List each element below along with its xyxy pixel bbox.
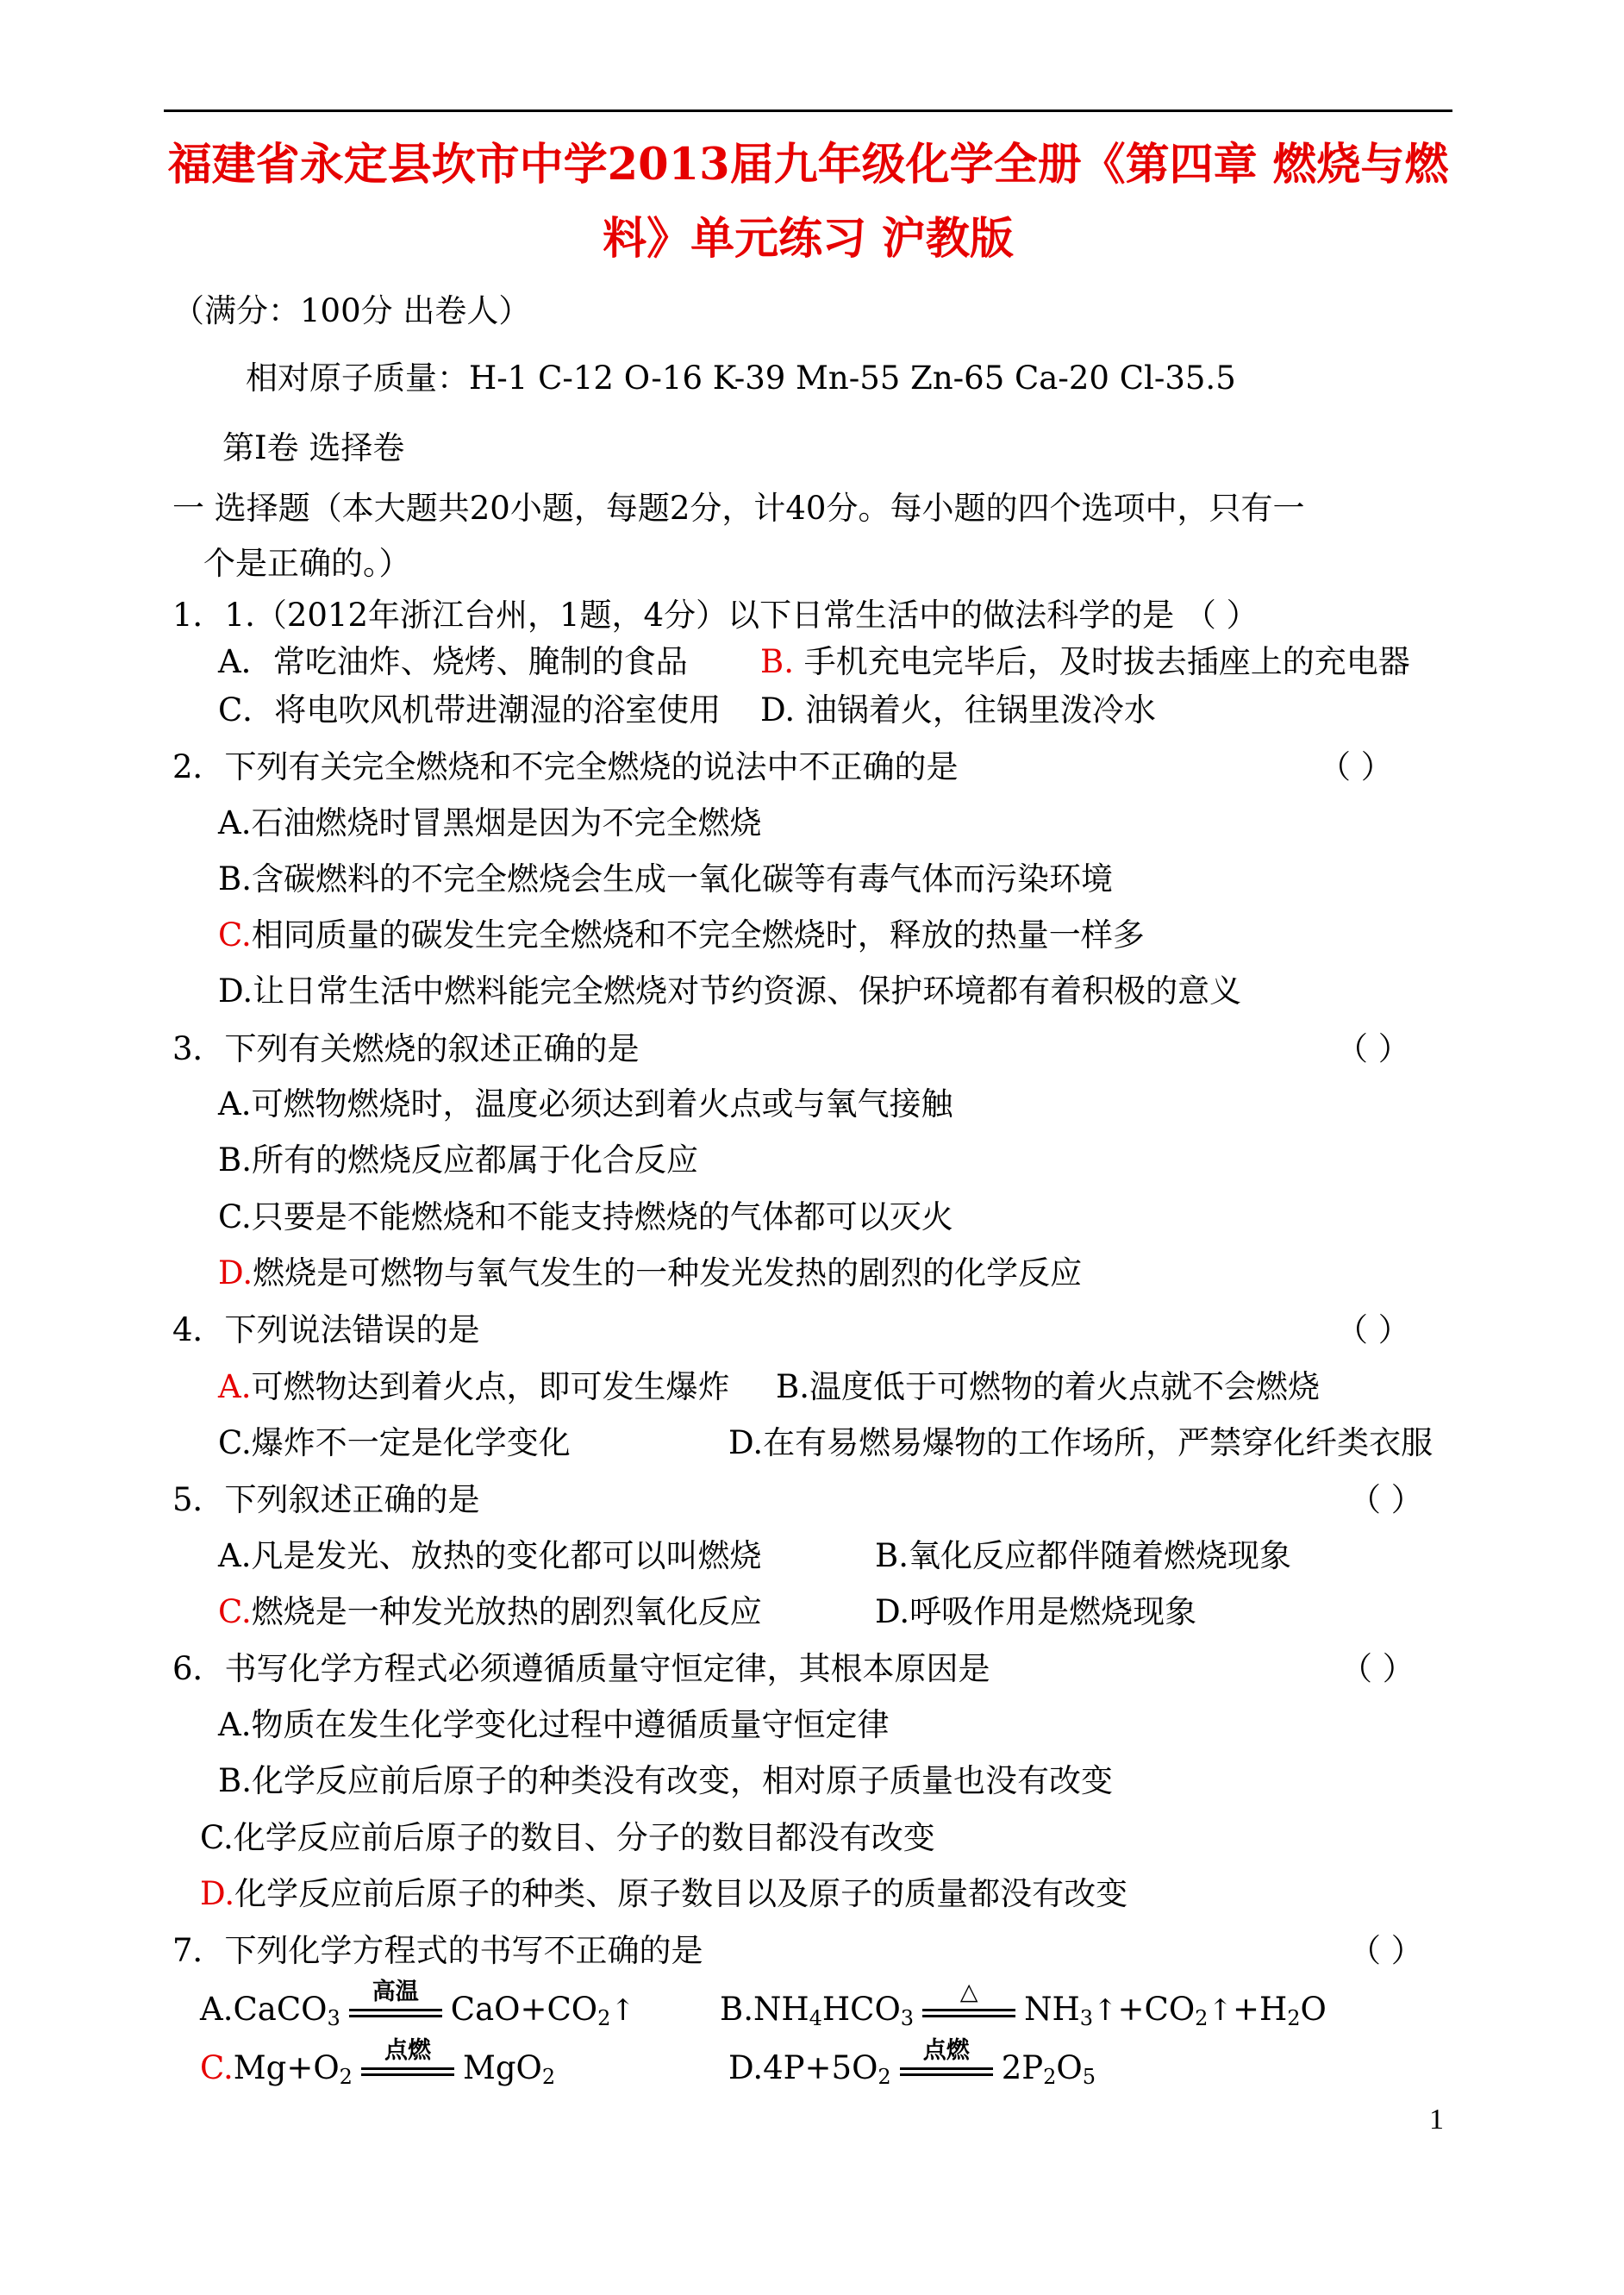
q3-option-b: B.所有的燃烧反应都属于化合反应 xyxy=(218,1141,698,1179)
reaction-condition-ignite: 点燃 xyxy=(895,2048,998,2088)
gas-arrow-icon: ↑ xyxy=(1208,1993,1233,2028)
q6-option-d: D.化学反应前后原子的种类、原子数目以及原子的质量都没有改变 xyxy=(200,1875,1128,1912)
q5-stem: 5．下列叙述正确的是 xyxy=(172,1481,480,1518)
q6-option-a: A.物质在发生化学变化过程中遵循质量守恒定律 xyxy=(218,1706,890,1743)
q3-answer-paren: （ ） xyxy=(1336,1030,1410,1067)
q7-option-c: $C.Mg+O_2$ 点燃 MgO$_2$ xyxy=(200,2037,556,2089)
q4-option-c: C.爆炸不一定是化学变化 xyxy=(218,1424,571,1461)
document-title xyxy=(164,128,1452,276)
q2-option-d: D.让日常生活中燃料能完全燃烧对节约资源、保护环境都有着积极的意义 xyxy=(218,972,1242,1010)
q2-stem: 2．下列有关完全燃烧和不完全燃烧的说法中不正确的是 xyxy=(172,748,959,785)
q4-stem: 4．下列说法错误的是 xyxy=(172,1311,480,1348)
instructions-line-1: 一 选择题（本大题共20小题，每题2分，计40分。每小题的四个选项中，只有一 xyxy=(172,490,1305,527)
q6-answer-letter: D. xyxy=(200,1875,235,1912)
page-number: 1 xyxy=(1429,2104,1444,2136)
q1-option-d: D. 油锅着火，往锅里泼冷水 xyxy=(760,691,1156,729)
q6-option-c: C.化学反应前后原子的数目、分子的数目都没有改变 xyxy=(200,1819,935,1856)
atomic-mass-line: 相对原子质量：H-1 C-12 O-16 K-39 Mn-55 Zn-65 Ca-20 Cl-35.5 xyxy=(246,360,1236,397)
q4-answer-paren: （ ） xyxy=(1336,1311,1410,1348)
q3-answer-letter: D. xyxy=(218,1254,253,1291)
q4-answer-letter: A. xyxy=(218,1368,252,1405)
q5-answer-paren: （ ） xyxy=(1349,1481,1423,1518)
q6-answer-paren: （ ） xyxy=(1340,1650,1415,1687)
q7-stem: 7．下列化学方程式的书写不正确的是 xyxy=(172,1932,703,1969)
q5-answer-letter: C. xyxy=(218,1593,252,1630)
q1-option-b: B. 手机充电完毕后，及时拔去插座上的充电器 xyxy=(760,643,1410,680)
q3-option-d: D.燃烧是可燃物与氧气发生的一种发光发热的剧烈的化学反应 xyxy=(218,1254,1083,1291)
q7-option-d: $D.4P+5O_2$ 点燃 $2P_2O_5$ xyxy=(728,2037,1096,2089)
q2-option-c: C.相同质量的碳发生完全燃烧和不完全燃烧时，释放的热量一样多 xyxy=(218,916,1145,954)
q2-option-a: A.石油燃烧时冒黑烟是因为不完全燃烧 xyxy=(218,804,762,841)
q7-option-a: A.CaCO$_3$ 高温 $CaO+CO_2↑$ xyxy=(200,1979,635,2030)
gas-arrow-icon: ↑ xyxy=(1093,1993,1118,2028)
q1-option-a: A．常吃油炸、烧烤、腌制的食品 xyxy=(218,643,688,680)
q2-option-b: B.含碳燃料的不完全燃烧会生成一氧化碳等有毒气体而污染环境 xyxy=(218,860,1113,897)
gas-arrow-icon: ↑ xyxy=(610,1993,635,2028)
reaction-condition-ignite: 点燃 xyxy=(356,2048,459,2088)
instructions-line-2: 个是正确的。） xyxy=(203,545,411,582)
q7-answer-paren: （ ） xyxy=(1349,1932,1423,1969)
q5-option-c: C.燃烧是一种发光放热的剧烈氧化反应 xyxy=(218,1593,762,1630)
q6-stem: 6．书写化学方程式必须遵循质量守恒定律，其根本原因是 xyxy=(172,1650,990,1687)
title-line-2: 料》单元练习 沪教版 xyxy=(603,213,1014,265)
header-rule xyxy=(164,109,1452,112)
q2-answer-paren: （ ） xyxy=(1319,748,1393,785)
q3-option-c: C.只要是不能燃烧和不能支持燃烧的气体都可以灭火 xyxy=(218,1198,953,1235)
q4-option-a: A.可燃物达到着火点，即可发生爆炸 xyxy=(218,1368,730,1405)
q5-option-d: D.呼吸作用是燃烧现象 xyxy=(875,1593,1197,1630)
q5-option-b: B.氧化反应都伴随着燃烧现象 xyxy=(875,1537,1291,1574)
q6-option-b: B.化学反应前后原子的种类没有改变，相对原子质量也没有改变 xyxy=(218,1762,1113,1799)
q4-option-d: D.在有易燃易爆物的工作场所，严禁穿化纤类衣服 xyxy=(728,1424,1433,1461)
q1-option-c: C．将电吹风机带进潮湿的浴室使用 xyxy=(218,691,721,729)
volume-heading: 第Ⅰ卷 选择卷 xyxy=(222,429,405,466)
q3-option-a: A.可燃物燃烧时，温度必须达到着火点或与氧气接触 xyxy=(218,1085,953,1122)
q3-stem: 3．下列有关燃烧的叙述正确的是 xyxy=(172,1030,640,1067)
title-line-1: 福建省永定县坎市中学2013届九年级化学全册《第四章 燃烧与燃 xyxy=(167,139,1449,191)
q5-option-a: A.凡是发光、放热的变化都可以叫燃烧 xyxy=(218,1537,762,1574)
score-line: （满分：100分 出卷人） xyxy=(172,292,531,329)
q7-answer-letter: C. xyxy=(200,2049,234,2086)
q2-answer-letter: C. xyxy=(218,916,252,954)
q4-option-b: B.温度低于可燃物的着火点就不会燃烧 xyxy=(776,1368,1320,1405)
reaction-condition-heat: △ xyxy=(917,1990,1021,2029)
q1-stem: 1．1.（2012年浙江台州，1题，4分）以下日常生活中的做法科学的是 （ ） xyxy=(172,597,1259,634)
q7-option-b: $B.NH_4HCO_3$ △ $NH_3↑+CO_2↑+H_2O$ xyxy=(720,1979,1327,2030)
reaction-condition-high-temp: 高温 xyxy=(344,1990,447,2029)
q1-answer-letter: B. xyxy=(760,643,794,680)
